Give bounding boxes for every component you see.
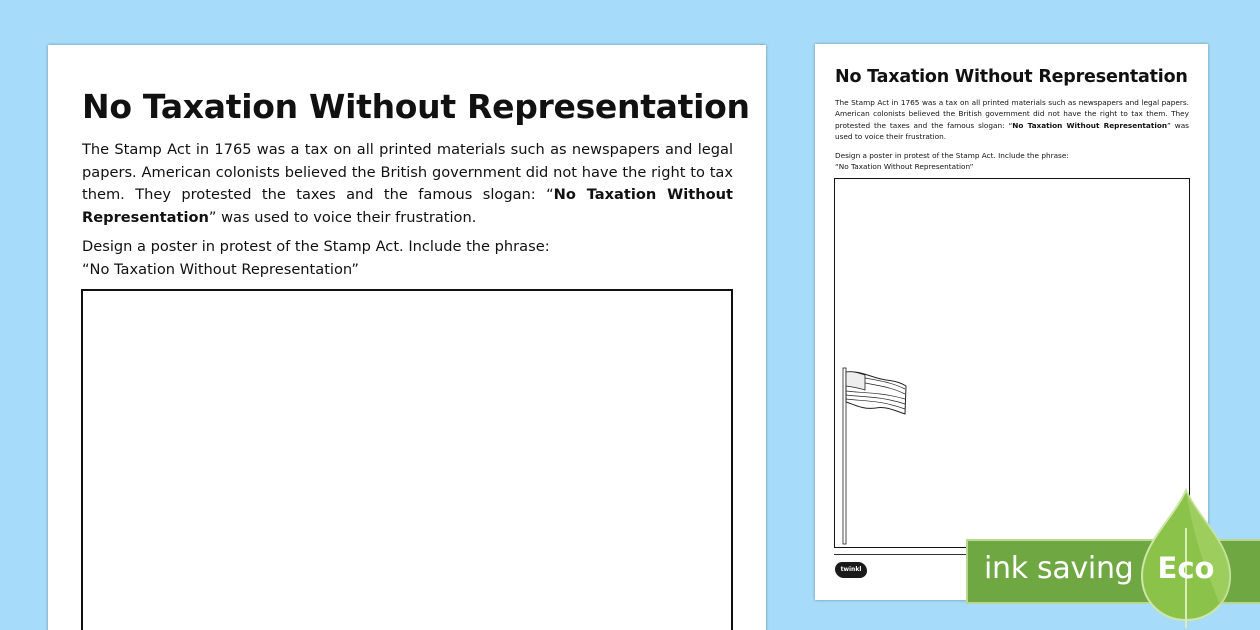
poster-drawing-area — [81, 289, 733, 630]
preview-task-line-1: Design a poster in protest of the Stamp Act. Include the phrase: — [835, 151, 1069, 160]
worksheet-title: No Taxation Without Representation — [82, 87, 750, 126]
paragraph-intro: The Stamp Act in 1765 was a tax on all printed materials such as newspapers and legal papers. American colonists believed the British government did not have the right to tax them. They protested the taxes and the famous slogan: “ — [82, 141, 733, 203]
paragraph-outro: ” was used to voice their frustration. — [208, 208, 477, 226]
preview-task-line-2: “No Taxation Without Representation” — [835, 162, 974, 172]
worksheet-paragraph — [82, 139, 733, 229]
worksheet-large — [48, 45, 766, 630]
task-line-2: “No Taxation Without Representation” — [82, 260, 359, 278]
preview-slogan-text: No Taxation Without Representation — [1012, 120, 1168, 130]
american-flag-icon — [841, 366, 911, 546]
slogan-text: No Taxation Without Representation — [82, 186, 733, 226]
worksheet-task — [82, 236, 733, 281]
preview-title: No Taxation Without Representation — [835, 67, 1188, 87]
preview-paragraph-intro: The Stamp Act in 1765 was a tax on all printed materials such as newspapers and legal papers. American colonists believed the British government did not have the right to tax them. They protested the taxes and the famous slogan: “ — [835, 98, 1189, 130]
twinkl-logo: twinkl — [835, 562, 867, 578]
eco-label: Eco — [1157, 551, 1215, 585]
preview-paragraph-outro: ” was used to voice their frustration. — [835, 120, 1189, 142]
task-line-1: Design a poster in protest of the Stamp Act. Include the phrase: — [82, 238, 550, 255]
ink-saving-label: ink saving — [984, 551, 1134, 586]
eco-drop-badge — [1140, 488, 1232, 630]
preview-task — [835, 150, 1189, 173]
preview-paragraph — [835, 97, 1189, 143]
